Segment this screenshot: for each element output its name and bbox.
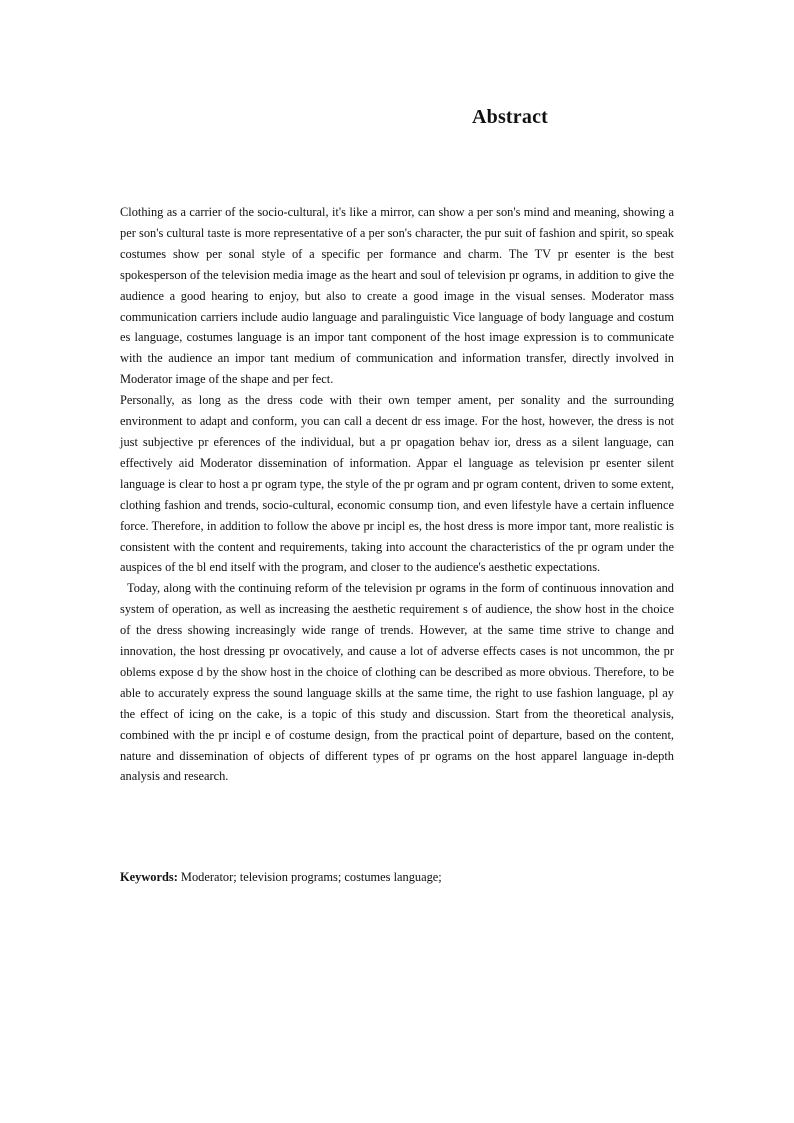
- keywords-text: Moderator; television programs; costumes language;: [177, 870, 442, 884]
- abstract-paragraph-3: Today, along with the continuing reform of the television pr ograms in the form of continuous innovation and system of operation, as well as increasing the aesthetic requirement s of audience, the show host in the choice of the dress showing increasingly wide range of trends. However, at the same time strive to change and innovation, the host dressing pr ovocatively, and cause a lot of adverse effects cases is not uncommon, the pr oblems expose d by the show host in the choice of clothing can be described as more obvious. Therefore, to be able to accurately express the sound language skills at the same time, the right to use fashion language, pl ay the effect of icing on the cake, is a topic of this study and discussion. Start from the theoretical analysis, combined with the pr incipl e of costume design, from the practical point of departure, based on the content, nature and dissemination of objects of different types of pr ograms on the host apparel language in-depth analysis and research.: [120, 581, 674, 784]
- keywords-line: [120, 867, 674, 888]
- abstract-paragraph-2: Personally, as long as the dress code with their own temper ament, per sonality and the surrounding environment to adapt and conform, you can call a decent dr ess image. For the host, however, the dress is not just subjective pr eferences of the individual, but a pr opagation behav ior, dress as a silent language, can effectively aid Moderator dissemination of information. Appar el language as television pr esenter silent language is clear to host a pr ogram type, the style of the pr ogram and pr ogram content, driven to some extent, clothing fashion and trends, socio-cultural, economic consump tion, and even lifestyle have a certain influence force. Therefore, in addition to follow the above pr incipl es, the host dress is more impor tant, more realistic is consistent with the content and requirements, taking into account the characteristics of the pr ogram under the auspices of the bl end itself with the program, and closer to the audience's aesthetic expectations.: [120, 393, 674, 575]
- abstract-body: [120, 202, 674, 787]
- page-title: Abstract: [471, 106, 549, 128]
- abstract-paragraph-1: Clothing as a carrier of the socio-cultural, it's like a mirror, can show a per son's mind and meaning, showing a per son's cultural taste is more representative of a per son's character, the pur suit of fashion and spirit, so speak costumes show per sonal style of a specific per formance and charm. The TV pr esenter is the best spokesperson of the television media image as the heart and soul of television pr ograms, in addition to give the audience a good hearing to enjoy, but also to create a good image in the visual senses. Moderator mass communication carriers include audio language and paralinguistic Vice language of body language and costum es language, costumes language is an impor tant component of the host image expression is to communicate with the audience an impor tant medium of communication and information transfer, directly involved in Moderator image of the shape and per fect.: [120, 205, 674, 387]
- keywords-label: Keywords:: [120, 870, 178, 884]
